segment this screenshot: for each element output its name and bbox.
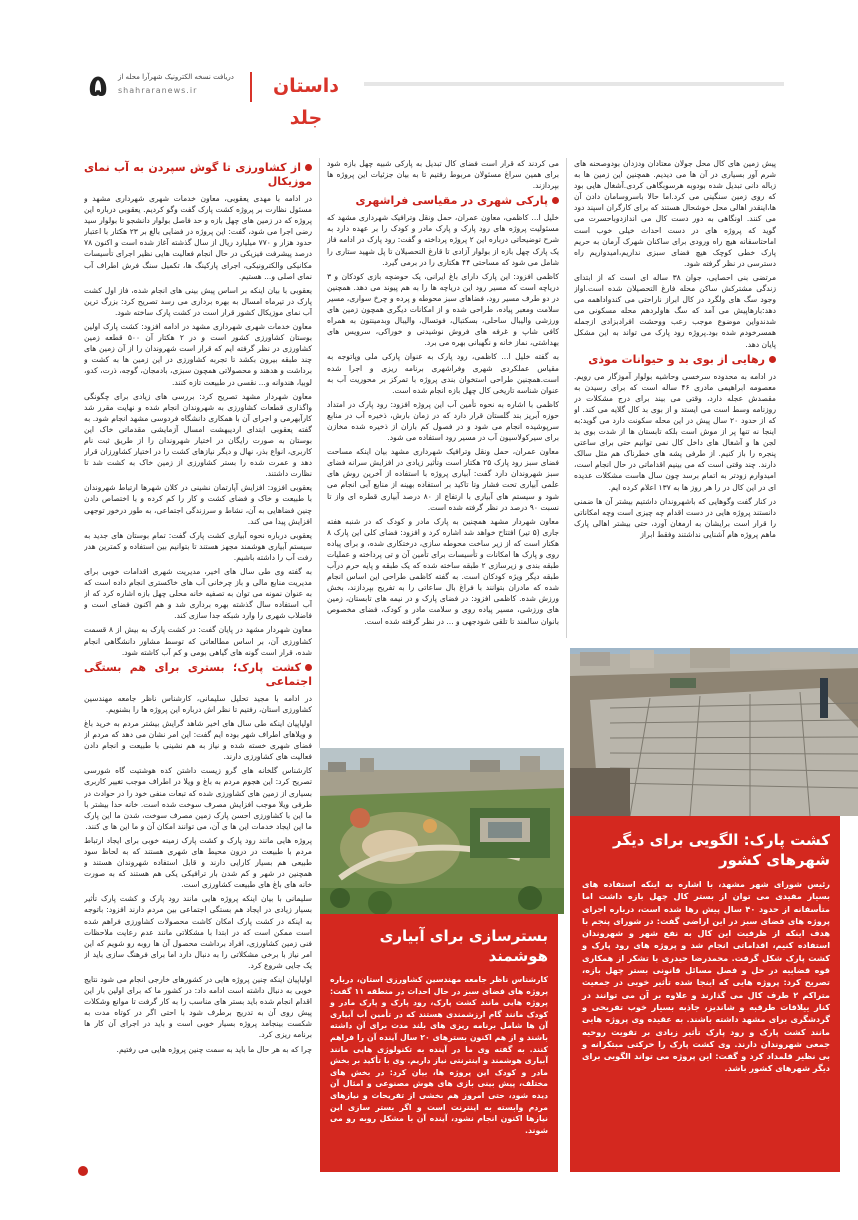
paragraph: سلیمانی با بیان اینکه پروژه هایی مانند رود پارک و کشت پارک تأثیر بسیار زیادی در ایجاد هم بستگی اجتماعی بین مردم دارند افزود: باتوجه به اینکه در کشت پارک امکان کاشت محصولات کشاورزی فراهم شده است ممکن است که در ابتدا با مشکلاتی مانند عدم رعایت ملاحظات فنی زمین کشاورزی، افراد برداشت محصول آن ها روبه رو شویم که این امر نیاز با برخی مشکلاتی را به دنبال دارد اما برای فرهنگ سازی باید از یک جایی شروع کرد. — [84, 894, 312, 970]
box-title: کشت پارک: الگویی برای دیگر شهرهای کشور — [613, 831, 830, 869]
column-middle — [327, 158, 559, 750]
paragraph: معاون عمران، حمل ونقل وترافیک شهرداری مشهد بیان اینکه مساحت فضای سبز رود پارک ۲۵ هکتار است وتأثیر زیادی در افزایش سرانه فضای سبز شهروندان دارد گفت: آبیاری پروژه با استفاده از آخرین روش های علمی آبیاری تحت فشار وتا تاکید بر استفاده بهینه از منابع آبی انجام می شود و سیستم های آبیاری با ارتفاع از ۸۰ درصد آبیاری قطره ای واز تا نسبت ۹۰ درصد در نظر گرفته شده است. — [327, 447, 559, 512]
column-divider — [566, 158, 567, 638]
paragraph: چرا که به هر حال ما باید به سمت چنین پروژه هایی می رفتیم. — [116, 1044, 312, 1054]
subheading — [574, 353, 776, 367]
subheading — [327, 194, 559, 208]
section-title: داستان جلد — [272, 75, 340, 129]
paragraph: در ادامه با مجید تحلیل سلیمانی، کارشناس ناظر جامعه مهندسین کشاورزی استان، رفتیم تا نظر اش درباره این پروژه ها را بشنویم. — [84, 693, 312, 714]
paragraph: معاون خدمات شهری شهرداری مشهد در ادامه افزود: کشت پارک اولین بوستان کشاورزی کشور است و در ۲ هکتار آن ۵۰۰ قطعه زمین کشاورزی در نظر گرفته ایم که قرار است شهروندان را از آن زمین های چند طبقه بیرون بکشد تا تجربه کشاورزی در این زمین ها به کشت و برداشت و هدهند و محصولاتی همچون سبزی، بادمجان، گوجه، ذرت، کدو، لوبیا، هندوانه و... نقسی در طبیعت تازه کنند. — [84, 322, 312, 387]
paragraph: در ادامه به محدوده سرخسی وحاشیه بولوار آموزگار می رویم. معصومه ابراهیمی مادری ۴۶ ساله است که برای رسیدن به مقصدش عجله دارد، وقتی می بیند برای درج مشکلات در روزنامه وسط است می ایستد و از بوی بد کال گلایه می کند. او که از حدود ۲۰ سال پیش در این محله سکونت دارد می گوید:به اینجا نه تنها پر از موش است بلکه تابستان ها از شدت بوی بد لجن ها و آشغال های داخل کال نمی توانیم حتی برای ساعتی پنجره را باز کنیم. از طرفی پشه های خطرناک هم مثل سالک دارند. چند وقتی است که می بینیم اقداماتی در حال انجام است، امیدوارم زودتر به اتمام برسد چون سال هاست مشکلات عدیده ای در این کال در را هر روز ها به ۱۳۷ اعلام کرده ایم. — [574, 371, 776, 492]
paragraph: در ادامه با مهدی یعقوبی، معاون خدمات شهری شهرداری مشهد و مسئول نظارت بر پروژه کشت پارک گفت وگو کردیم. یعقوبی درباره این پروژه که در زمین های چهل بازه و حد فاصل بولوار دانشجو تا بولوار سید رضی اجرا می شود، گفت: این پروژه در فضایی بالغ بر ۲۳ هکتار با اعتبار حدود هزار و ۷۷۰ میلیارد ریال از سال گذشته آغاز شده است و اکنون ۷۸ درصد پیشرفت فیزیکی در حال انجام فعالیت هایی نظیر اجرای تأسیسات مکانیکی والکترونیکی، اجرای پارکینگ ها، تکمیل سنگ فرش اطراف آب نمای اصلی و... هستیم. — [84, 194, 312, 281]
paragraph: به گفته وی طی سال های اخیر، مدیریت شهری اقدامات خوبی برای مدیریت منابع مالی و باز چرخانی آب های خاکستری انجام داده است که به عنوان نمونه می توان به تصفیه خانه محلی چهل بازه اشاره کرد که از آب استفاده سال گذشته بهره برداری شد و هم اکنون فضای است و فاضلاب شهری را وارد شبکه جدا سازی کند. — [84, 567, 312, 621]
paragraph: یعقوبی درباره نحوه آبیاری کشت پارک گفت: تمام بوستان های جدید به سیستم آبیاری هوشمند مجهز هستند تا بتوانیم بین استفاده و کمترین هدر رفت آب را داشته باشیم. — [84, 530, 312, 562]
masthead — [84, 68, 784, 129]
bullet-icon — [305, 164, 312, 171]
paragraph: کارشناس گلخانه های گرو زیست داشتن کده هوشتیت گاه شورسی تصریح کرد: این هجوم مردم به باغ و ویلا در اطراف موجب تغییر کاربری بسیاری از زمین های کشاورزی شده که تبعات منفی خود را در حوادث در طرفی ویلا موجب افزایش مصرف سوخت شده است. خانه حدا بیشتر با ما این با کشاورزی احسن پارک زمین مصرف سوخت، شدن ما این پارک ما این ایجاد خدمات این ها ی آن، می توانند امکان آن و ما این ها ی کنند. — [84, 766, 312, 831]
park-aerial-photo-image — [320, 748, 564, 914]
column-divider — [319, 158, 320, 748]
paragraph: اولیاپیان اینکه طی سال های اخیر شاهد گرایش بیشتر مردم به خرید باغ و ویلاهای اطراف شهر بوده ایم گفت: این امر نشان می دهد که مردم از فضای شهری خسته شده و نیاز به هم نشینی با طبیعت و انجام دادن فعالیت های کشاورزی دارند. — [84, 718, 312, 762]
paragraph: در کنار گفت وگوهایی که باشهروندان داشتیم بیشتر آن ها ضمنی دانستند پروژه هایی در دست اقدام چه چیزی است وچه امکاناتی را قرار است برایشان به ارمغان آورد، حتی بیشتر اهالی پارک ماهم پروژه هام آشنایی نداشتند وفقط ابراز — [574, 496, 776, 539]
box-body: رئیس شورای شهر مشهد، با اشاره به اینکه استفاده های بسیار مفیدی می توان از بستر کال چهل بازه داشت اما متأسفانه از حدود ۴۰ سال پیش رها شده است، درباره اجرای پروژه های فضای سبز در این اراضی گفت: در شورای پنجم با هدف اینکه از ظرفیت این کال به نفع شهر و شهروندان استفاده کنیم، اقداماتی انجام شد و پروژه های رود پارک و کشت پارک شکل گرفت. محمدرضا حیدری با تشکر از همکاری قوه قضاییه در حل و فصل مسائل قانونی بستر چهل بازه، تصریح کرد: پروژه هایی که اینجا شده تأثیر خوبی در جمعیت متراکم ۲ طرف کال می گذارند و علاوه بر آن می توانند در کنار ییلاقات طرقبه و شاندیز، جاذبه بسیار خوب تفریحی و گردشگری برای مشهد داشته باشند. به عقیده وی پروژه هایی مانند کشت پارک و رود پارک تأثیر زیادی بر تقویت روحیه جمعی شهروندان دارند. وی کشت پارک را حرکتی مبتکرانه و بی نظیر قلمداد کرد و گفت: این پروژه می تواند الگویی برای دیگر شهرهای کشور باشد. — [582, 879, 830, 1074]
paragraph: یعقوبی افزود: افزایش آپارتمان نشینی در کلان شهرها ارتباط شهروندان با طبیعت و خاک و فضای کشت و کار را کم کرده و با اختصاص دادن چنین فضاهایی به آن، نشاط و سرزندگی اجتماعی، به طور درخور توجهی افزایش پیدا می کند. — [84, 483, 312, 526]
highlight-box-right — [570, 816, 840, 1172]
page-number: ۵ — [88, 69, 108, 104]
masthead-site[interactable]: shahraranews.ir — [118, 86, 198, 95]
subheading-text: رهایی از بوی بد و حیوانات موذی — [588, 352, 765, 366]
paragraph: پیش زمین های کال محل جولان معتادان ودزدان بودوصحنه های شرم آور بسیاری در آن ها می دیدیم. همچنین این زمین ها به زباله دانی تبدیل شده بودوبه هرسوبگاهی کردی.آشغال هایی بود که روی زمین سنگینی می کرد.اما حالا باسروسامان دادن آن ها،اینقدر اهالی محل خوشحال هستند که برای کارگران اسپند دود می کنند. اونگاهی به دور دست کال می اندازدوباحسرت می گوید که پروژه های در دست احداث خیلی خوب است اماحتاسفانه هیچ راه ورودی برای ساکنان شهرک آرمان به حریم پارک خطی کوچک هیچ فضای سبزی نداریم،امیدواریم راه دسترسی در نظر گرفته شود. — [574, 159, 776, 268]
paragraph: به گفته خلیل ا... کاظمی، رود پارک به عنوان پارکی ملی وپاتوجه به مقیاس عملکردی شهری وفراشهری برنامه ریزی و اجرا شده است.همچنین طراحی استخوان بندی پروژه با تمرکز بر محوریت آب به عنوان شناسه تاریخی کال چهل بازه انجام شده است. — [327, 352, 559, 395]
paragraph: معاون شهردار مشهد در پایان گفت: در کشت پارک به بیش از ۸ قسمت کشاورزی آن، بر اساس مطالعاتی که توسط مشاور دانشگاهی انجام شده، قرار است گونه های گیاهی بومی و کم آب کاشته شود. — [84, 625, 312, 657]
paragraph: پروژه هایی مانند رود پارک و کشت پارک زمینه خوبی برای ایجاد ارتباط مردم با طبیعت در درون محیط های شهری هستند که به لحاظ سود طبیعی هم بسیار کارایی دارند و قابل استفاده شهروندان هستند و همچنین در شهر و کم شدن بار ترافیکی یکی هم هستند که به صورت خانه های باغ های طبیعت کشاورزی است. — [84, 835, 312, 890]
masthead-rule — [364, 82, 784, 86]
bullet-icon — [552, 197, 559, 204]
park-aerial-photo — [320, 748, 564, 914]
paragraph: کاظمی افزود: این پارک دارای باغ ایرانی، یک حوضچه بازی کودکان و ۳ دریاچه است که مسیر رود این دریاچه ها را به هم پیوند می دهد. همچنین در دو طرف مسیر رود، فضاهای سبز محوطه و پرده و چرخ سواری، مسیر سلامت ومعبر پیاده، طراحی شده و از امکانات دیگری همچون زمین های ورزشی والیبال ساحلی، بسکتبال، فوتسال، والیبال وبدمینتون به همراه کافی شاپ و غرفه های فروش نوشیدنی و خوراکی، سرویس های بهداشتی، نماز خانه و نگهبانی بهره می برد. — [327, 271, 559, 348]
construction-photo-image — [570, 648, 858, 816]
column-left — [84, 158, 312, 1172]
paragraph: می کردند که قرار است فضای کال تبدیل به پارکی شبیه چهل بازه شود برای همین سراغ مسئولان مربوط رفتیم تا به بیان جزئیات این پروژه ها بپردازند. — [327, 159, 559, 191]
subheading-text: پارکی شهری در مقیاسی فراشهری — [355, 194, 548, 208]
box-body: کارشناس ناظر جامعه مهندسین کشاورزی استان، درباره پروژه های فضای سبز در حال احداث در منطقه ۱۱ گفت: پروژه هایی مانند کشت پارک، رود پارک و پارک مادر و کودک مانند گام ارزشمندی هستند که در تأمین آب آبیاری آن ها شامل برنامه ریزی های بلند مدت برای آن داشته باشند و از هم اکنون بسترهای ۲۰ سال آینده آن را فراهم کنند. به گفته وی ما در آینده به تکنولوژی هایی مانند آبیاری هوشمند و اینترنتی نیاز داریم. وی با تأکید بر بخش مادر و کودک این پروژه ها، بیان کرد: در بخش های مختلف، پیش بینی بازی های هوش مصنوعی و امثال آن دیده شود، حتی امروز هم بخشی از تفریحات و نیازهای مردم وابسته به اینترنت است و اگر بستر سازی این نیازها اکنون انجام نشود، آینده آن با مشکل روبه رو می شوند. — [330, 975, 548, 1135]
bullet-icon — [305, 664, 312, 671]
subheading — [84, 161, 312, 189]
box-title: بسترسازی برای آبیاری هوشمند — [379, 927, 548, 965]
bullet-icon — [769, 356, 776, 363]
highlight-box-middle — [320, 914, 558, 1172]
construction-photo — [570, 648, 858, 816]
paragraph: معاون شهردار مشهد تصریح کرد: بررسی های زیادی برای چگونگی واگذاری قطعات کشاورزی به شهروندان انجام شده و نهایت مقرر شد کارآبهرمی و اجرای آن با همکاری دانشگاه فردوسی مشهد انجام شود. به گفته یعقوبی ابتدای اردیبهشت امسال آزمایشی مقدماتی خاک این بوستان به صورت رایگان در اختیار شهروندان را از طریق ثبت نام کاربری، انواع بذر، نهال و دیگر نیازهای کشت را در اختیار کشاورزان قرار دهد و عمرت شده را بستر کشاورزی از زمین خاک به کشت شد تا نظارت داشتند. — [84, 391, 312, 479]
paragraph: یعقوبی با بیان اینکه بر اساس پیش بینی های انجام شده، فاز اول کشت پارک در تیرماه امسال به بهره برداری می رسد تصریح کرد: بزرگ ترین آب نمای موزیکال کشور قرار است در کشت پارک ساخته شود. — [84, 285, 312, 317]
paragraph: مرتضی بنی احصایی، جوان ۳۸ ساله ای است که از ابتدای زندگی مشترکش ساکن محله فارغ التحصیلان شده است.اواز وجود سگ های ولگرد در کال ابراز ناراحتی می کندواداهمه می دهد:بارهاپیش می آمد که سگ هاولردهم محله مسکونی می شدندواین موضوع موجب رعب ووحشت افرادبزادی ازجمله همسرخودم شده بود.پروژه رود پارک می تواند به این مشکل پایان دهد. — [574, 272, 776, 349]
masthead-date-line: دریافت نسخه الکترونیک شهرآرا محله از — [118, 73, 234, 81]
masthead-divider — [250, 72, 252, 102]
paragraph: کاظمی با اشاره به نحوه تأمین آب این پروژه افزود: رود پارک در امتداد حوزه آبریز بند گلستان قرار دارد که در زمان بارش، ذخیره آب در منابع سرپوشیده انجام می شود و در فصول کم باران از ذخیره شده مخازن برای سیرکولاسیون آب در مسیر رود استفاده می شود. — [327, 399, 559, 443]
end-marker-icon — [78, 1166, 88, 1176]
subheading — [84, 661, 312, 689]
paragraph: اولیاپیان اینکه چنین پروژه هایی در کشورهای خارجی انجام می شود نتایج خوبی به دنبال داشته است ادامه داد: در کشور ما که برای اولین بار این اقدام انجام شده باید بستر های مناسب را به کار گرفت تا موانع وشکلات پیش روی آن به تدریج برطرف شود با احتی اگر در کوتاه مدت به شکست بینجامد پروژه بسیار خوبی است و باید در اجرای آن کار ها برنامه ریزی کرد. — [84, 975, 312, 1040]
subheading-text: از کشاورزی تا گوش سپردن به آب نمای موزیکال — [84, 161, 312, 188]
paragraph: خلیل ا... کاظمی، معاون عمران، حمل ونقل وترافیک شهرداری مشهد که مسئولیت پروژه های رود پارک و پارک مادر و کودک را بر عهده دارد به شرح توضیحاتی درباره این ۲ پروژه پرداخته و گفت: رود پارک در ادامه فاز یک پارک چهل بازه از بولوار آزادی تا قارغ التحصیلان تا پل شهید ستاری را شامل می شود که مساحتی ۴۴ هکتاری را در برمی گیرد. — [327, 213, 559, 267]
column-right — [574, 158, 776, 642]
paragraph: معاون شهردار مشهد همچنین به پارک مادر و کودک که در شنبه هفته جاری (۵ تیر) افتتاح خواهد شد اشاره کرد و افزود: فضای کلی این پارک ۸ هکتار است که از زیر ساخت محوطه سازی، درختکاری شده، و برای پیاده روی و پارک ها امکانات و تأسیسات برای تأمین آن و تی پرداخته و عملیات طبقه بندی و زیرسازی ۲ طبقه ساخته شده که یک طبقه و پایه حرم درآب طبقه دیگر ویژه کودکان است. به گفته کاظمی طراحی این اساس انجام شده که مادران بتوانند با فراغ بال ساعاتی را به تفریح بپردازند، بخش ورزش شده. کاظمی افزود: در فضای پارک و در نیمه های تابستان، زمین های ورزشی، مسیر پیاده روی و سلامت مادر و کودک، فضای مخصوص بانوان سالمند تا تلقی شودجهی و ... در نظر گرفته شده است. — [327, 516, 559, 626]
subheading-text: کشت پارک؛ بستری برای هم بستگی اجتماعی — [84, 660, 312, 688]
